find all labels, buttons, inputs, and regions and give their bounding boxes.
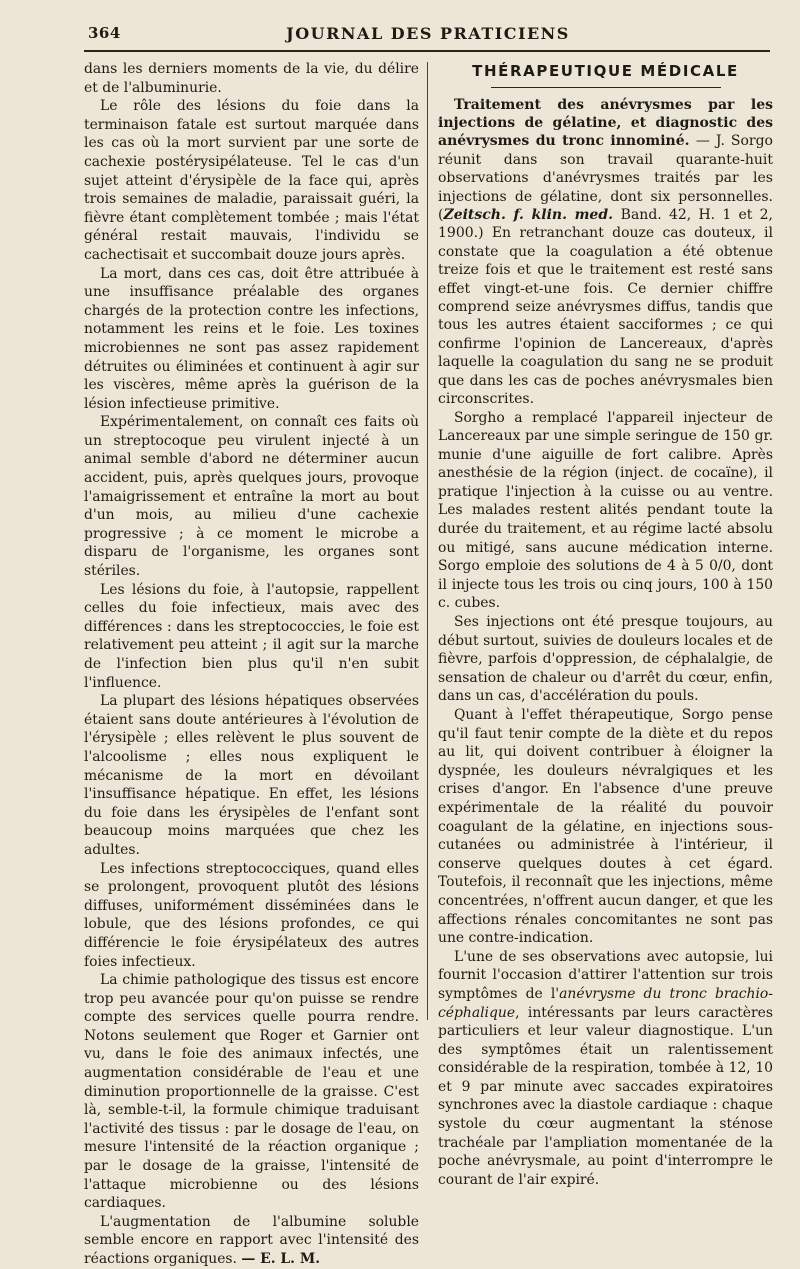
article-title: [438, 96, 773, 409]
page-number: 364: [88, 24, 121, 42]
paragraph: La mort, dans ces cas, doit être attribuée à une insuffisance préalable des organes chargés de la protection contre les infections, notamment les reins et le foie. Les toxines microbiennes ne sont pas assez rapidement détruites ou éliminées et continuent à agir sur les viscères, même après la guérison de la lésion infectieuse primitive.: [84, 265, 419, 412]
right-column: [438, 60, 773, 1189]
paragraph: [438, 948, 773, 1190]
italic-term: anévrysme du tronc brachio-céphalique: [438, 985, 773, 1021]
article-author: — J. Sorgo: [695, 133, 773, 150]
paragraph-text: L'augmentation de l'albumine soluble semble encore en rapport avec l'intensité des réactions organiques.: [84, 1213, 419, 1267]
paragraph: Sorgho a remplacé l'appareil injecteur de Lancereaux par une simple seringue de 150 gr. munie d'une aiguille de fort calibre. Après anesthésie de la région (inject. de cocaïne), il pratique l'injection à la cuisse ou au ventre. Les malades restent alités pendant toute la durée du traitement, et au régime lacté absolu ou mitigé, sans aucune médication interne. Sorgo emploie des solutions de 4 à 5 0/0, dont il injecte tous les trois ou cinq jours, 100 à 150 c. cubes.: [438, 409, 773, 612]
paragraph-text: Band. 42, H. 1 et 2, 1900.) En retranchant douze cas douteux, il constate que la coagulation a été obtenue treize fois et que le traitement est resté sans effet vingt-et-une fois. Ce dernier chiffre comprend seize anévrysmes diffus, tandis que tous les autres étaient sacciformes ; ce qui confirme l'opinion de Lancereaux, d'après laquelle la coagulation du sang ne se produit que dans les cas de poches anévrysmales bien circonscrites.: [438, 207, 774, 408]
journal-citation: Zeitsch. f. klin. med.: [443, 207, 613, 224]
running-title: JOURNAL DES PRATICIENS: [286, 24, 570, 43]
paragraph: Les lésions du foie, à l'autopsie, rappellent celles du foie infectieux, mais avec des différences : dans les streptococcies, le foie est relativement peu atteint ; il agit sur la marche de l'infection bien plus qu'il n'en subit l'influence.: [84, 581, 419, 691]
paragraph: Ses injections ont été presque toujours, au début surtout, suivies de douleurs locales et de fièvre, parfois d'oppression, de céphalalgie, de sensation de chaleur ou d'arrêt du cœur, enfin, dans un cas, d'accélération du pouls.: [438, 614, 773, 705]
header-rule: [84, 50, 770, 52]
section-title: THÉRAPEUTIQUE MÉDICALE: [472, 62, 739, 80]
paragraph: Expérimentalement, on connaît ces faits où un streptocoque peu virulent injecté à un animal semble d'abord ne déterminer aucun accident, puis, après quelques jours, provoque l'amaigrissement et entraîne la mort au bout d'un mois, au milieu d'une cachexie progressive ; à ce moment le microbe a disparu de l'organisme, les organes sont stériles.: [84, 414, 419, 580]
section-rule: [491, 87, 721, 88]
paragraph: Les infections streptococciques, quand elles se prolongent, provoquent plutôt des lésions diffuses, uniformément disséminées dans le lobule, que des lésions profondes, ce qui différencie le foie érysipélateux des autres foies infectieux.: [84, 860, 419, 970]
paragraph: dans les derniers moments de la vie, du délire et de l'albuminurie.: [84, 61, 419, 96]
final-paragraph: [84, 1213, 419, 1269]
paragraph: Quant à l'effet thérapeutique, Sorgo pense qu'il faut tenir compte de la diète et du repos au lit, qui doivent contribuer à éloigner la dyspnée, les douleurs névralgiques et les crises d'angor. En l'absence d'une preuve expérimentale de la réalité du pouvoir coagulant de la gélatine, en injections sous-cutanées ou administrée à l'intérieur, il conserve quelques doutes à cet égard. Toutefois, il reconnaît que les injections, même concentrées, n'offrent aucun danger, et que les affections rénales concomitantes ne sont pas une contre-indication.: [438, 707, 773, 947]
paragraph-text: réunit dans son travail quarante-huit observations d'anévrysmes traités par les injections de gélatine, dont six personnelles. (: [438, 151, 773, 224]
paragraph: La chimie pathologique des tissus est encore trop peu avancée pour qu'on puisse se rendre compte des services quelle pourra rendre. Notons seulement que Roger et Garnier ont vu, dans le foie des animaux infectés, une augmentation considérable de l'eau et une diminution proportionnelle de la graisse. C'est là, semble-t-il, la formule chimique traduisant l'activité des tissus : par le dosage de l'eau, on mesure l'intensité de la réaction organique ; par le dosage de la graisse, l'intensité de l'attaque microbienne ou des lésions cardiaques.: [84, 972, 419, 1212]
paragraph-text: L'une de ses observations avec autopsie, lui fournit l'occasion d'attirer l'attention sur trois symptômes de l': [438, 948, 773, 1002]
author-signature: — E. L. M.: [241, 1251, 321, 1267]
paragraph: Le rôle des lésions du foie dans la terminaison fatale est surtout marquée dans les cas où la mort survient par une sorte de cachexie postérysipélateuse. Tel le cas d'un sujet atteint d'érysipèle de la face qui, après trois semaines de maladie, paraissait guéri, la fièvre étant complètement tombée ; mais l'état général restait mauvais, l'individu se cachectisait et succombait douze jours après.: [84, 98, 419, 263]
article-heading: Traitement des anévrysmes par les injections de gélatine, et diagnostic des anévrysmes du tronc innominé.: [438, 96, 773, 150]
paragraph: La plupart des lésions hépatiques observées étaient sans doute antérieures à l'évolution de l'érysipèle ; elles relèvent le plus souvent de l'alcoolisme ; elles nous expliquent le mécanisme de la mort en dévoilant l'insuffisance hépatique. En effet, les lésions du foie dans les érysipèles de l'enfant sont beaucoup moins marquées que chez les adultes.: [84, 693, 419, 858]
page-header: [88, 20, 768, 48]
column-divider: [427, 62, 428, 1020]
left-column: [84, 60, 419, 1269]
paragraph-text: , intéressants par leurs caractères particuliers et leur valeur diagnostique. L'un des symptômes était un ralentissement considérable de la respiration, tombée à 12, 10 et 9 par minute avec saccades expiratoires synchrones avec la diastole cardiaque : chaque systole du cœur augmentant la sténose trachéale par l'ampliation momentanée de la poche anévrysmale, au point d'interrompre le courant de l'air expiré.: [438, 1004, 773, 1188]
